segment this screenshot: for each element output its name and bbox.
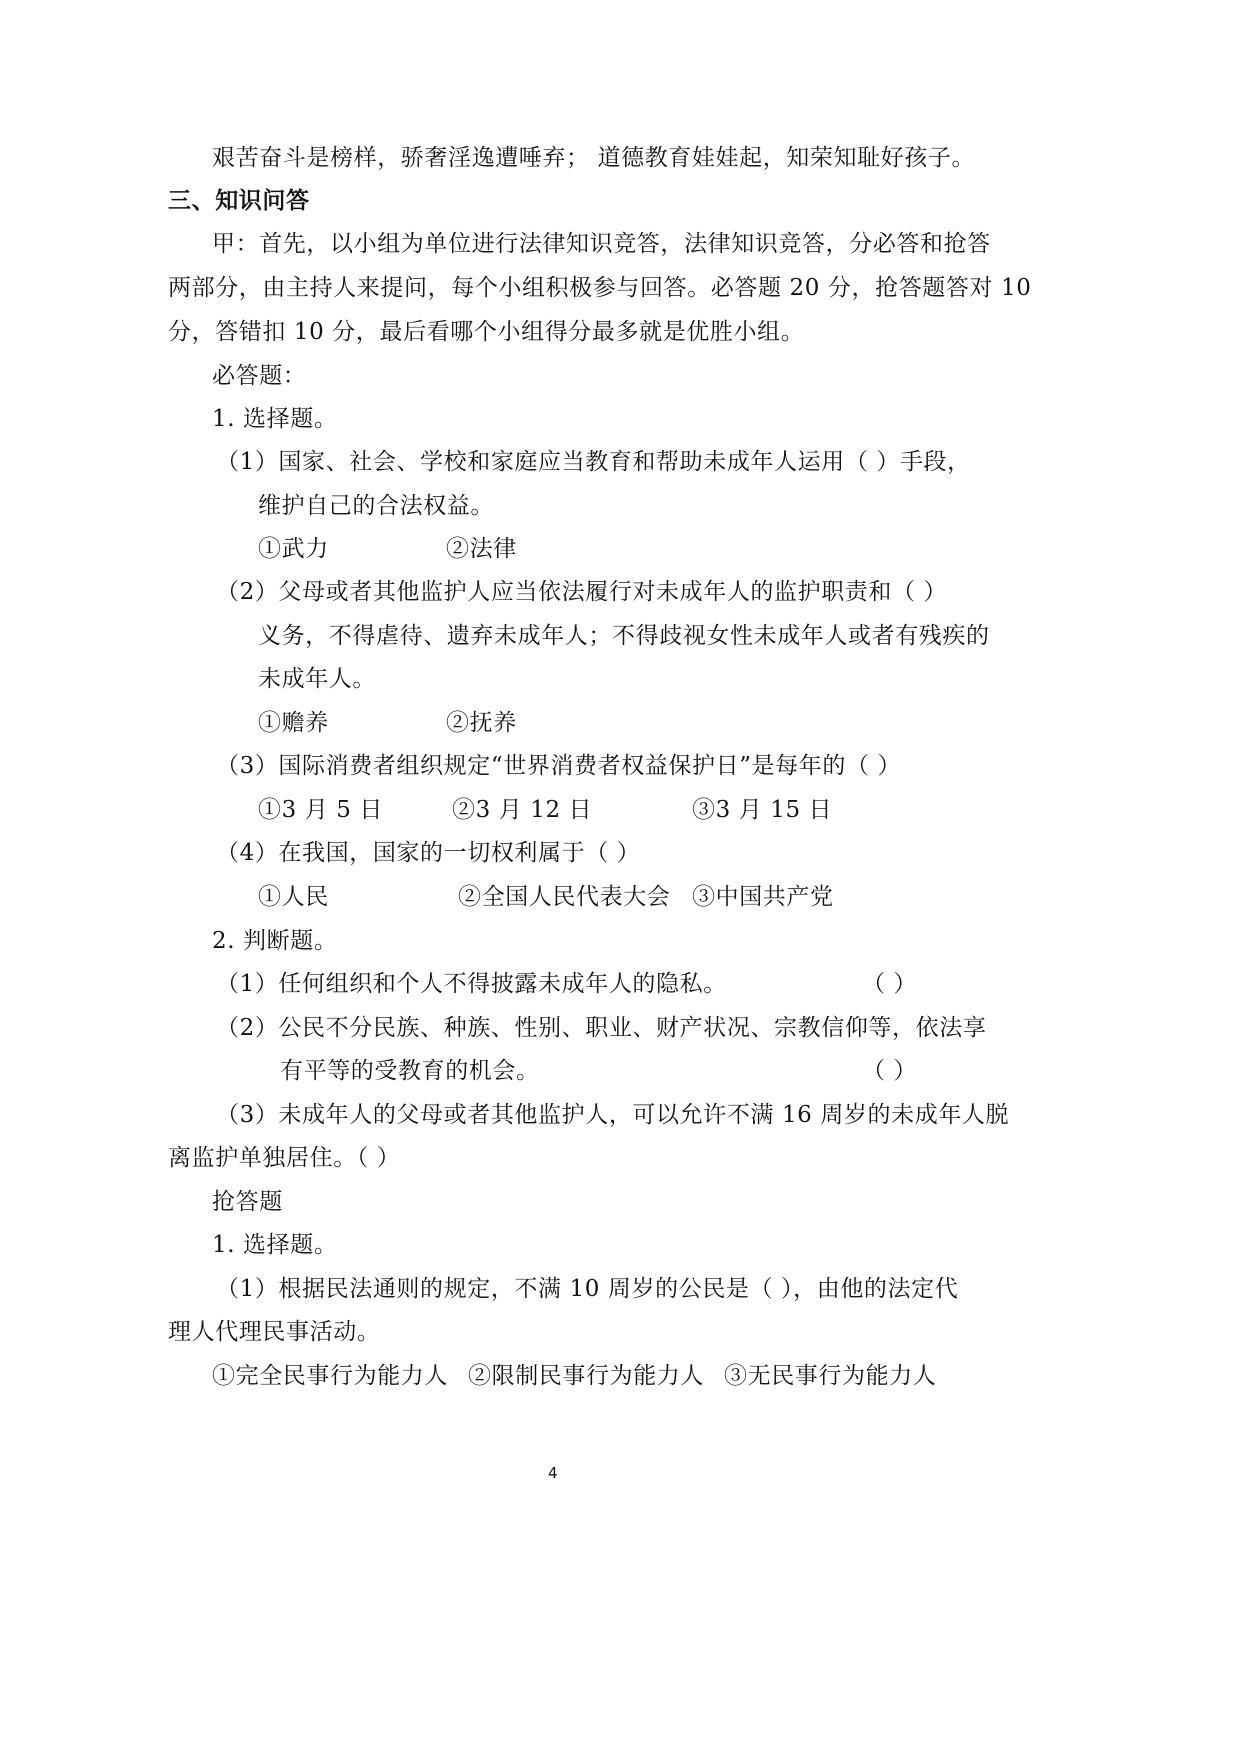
judge-2-line-1: （2）公民不分民族、种族、性别、职业、财产状况、宗教信仰等，依法享: [216, 1015, 987, 1041]
question-3-option-3: ③3 月 15 日: [692, 797, 833, 823]
question-2-line-1: （2）父母或者其他监护人应当依法履行对未成年人的监护职责和（ ）: [216, 579, 948, 605]
judge-1-text: （1）任何组织和个人不得披露未成年人的隐私。: [216, 971, 727, 997]
question-4-option-3: ③中国共产党: [692, 884, 834, 910]
question-4-option-2: ②全国人民代表大会: [458, 884, 671, 910]
rush-question-1-option-3: ③无民事行为能力人: [724, 1363, 937, 1389]
question-1-line-2: 维护自己的合法权益。: [258, 493, 494, 519]
question-1-line-1: （1）国家、社会、学校和家庭应当教育和帮助未成年人运用（ ）手段，: [216, 449, 971, 475]
question-4-option-1: ①人民: [258, 884, 329, 910]
question-4-line-1: （4）在我国，国家的一切权利属于（ ）: [216, 840, 641, 866]
rush-question-1-option-2: ②限制民事行为能力人: [468, 1363, 704, 1389]
verse-line: 艰苦奋斗是榜样，骄奢淫逸遭唾弃； 道德教育娃娃起，知荣知耻好孩子。: [212, 145, 976, 171]
judge-3-line-1: （3）未成年人的父母或者其他监护人，可以允许不满 16 周岁的未成年人脱: [216, 1102, 1010, 1128]
intro-paragraph-line-1: 甲：首先，以小组为单位进行法律知识竞答，法律知识竞答，分必答和抢答: [212, 231, 991, 257]
question-3-line-1: （3）国际消费者组织规定“世界消费者权益保护日”是每年的（ ）: [216, 753, 902, 779]
rush-question-1-line-2: 理人代理民事活动。: [168, 1319, 381, 1345]
rush-questions-title: 抢答题: [212, 1189, 283, 1215]
judge-section-title: 2. 判断题。: [212, 928, 338, 954]
required-questions-title: 必答题：: [212, 363, 307, 389]
question-1-option-2: ②法律: [446, 536, 517, 562]
intro-paragraph-line-3: 分，答错扣 10 分，最后看哪个小组得分最多就是优胜小组。: [168, 319, 805, 345]
question-2-option-2: ②抚养: [446, 710, 517, 736]
rush-choice-section-title: 1. 选择题。: [212, 1232, 338, 1258]
section-heading: 三、知识问答: [168, 187, 310, 214]
judge-1-answer-blank: （ ）: [862, 971, 918, 997]
choice-section-title: 1. 选择题。: [212, 406, 338, 432]
question-2-line-2: 义务，不得虐待、遗弃未成年人；不得歧视女性未成年人或者有残疾的: [258, 623, 990, 649]
question-2-line-3: 未成年人。: [258, 666, 376, 692]
rush-question-1-line-1: （1）根据民法通则的规定，不满 10 周岁的公民是（ ），由他的法定代: [216, 1276, 959, 1302]
judge-3-line-2: 离监护单独居住。（ ）: [168, 1145, 401, 1171]
judge-2-answer-blank: （ ）: [862, 1058, 918, 1084]
question-2-option-1: ①赡养: [258, 710, 329, 736]
rush-question-1-option-1: ①完全民事行为能力人: [212, 1363, 448, 1389]
judge-2-line-2: 有平等的受教育的机会。: [280, 1058, 540, 1084]
question-3-option-2: ②3 月 12 日: [452, 797, 593, 823]
question-1-option-1: ①武力: [258, 536, 329, 562]
question-3-option-1: ①3 月 5 日: [258, 797, 383, 823]
intro-paragraph-line-2: 两部分，由主持人来提问，每个小组积极参与回答。必答题 20 分，抢答题答对 10: [168, 275, 1032, 301]
page-number: 4: [548, 1464, 559, 1482]
